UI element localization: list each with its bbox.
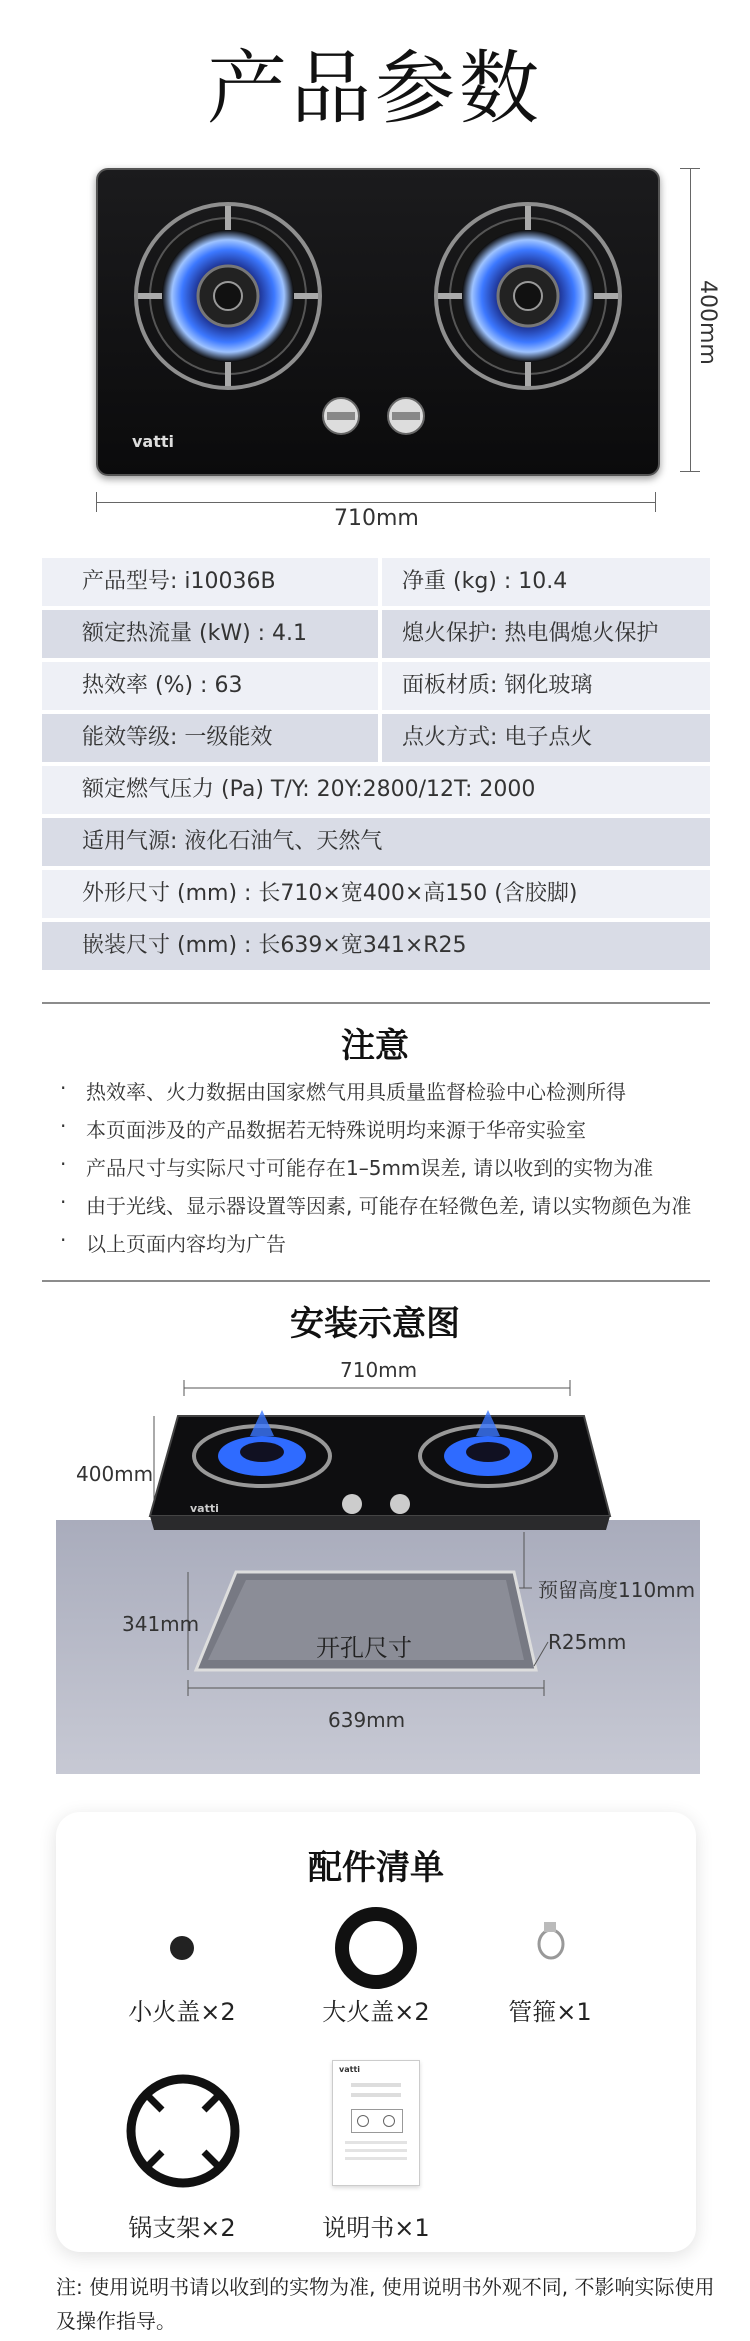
stove-illustration bbox=[98, 170, 658, 474]
table-row bbox=[42, 766, 710, 814]
spec-cell: 额定热流量 (kW) : 4.1 bbox=[42, 610, 378, 658]
manual-brand: vatti bbox=[339, 2065, 361, 2074]
brand-logo: vatti bbox=[132, 432, 175, 451]
divider bbox=[42, 1002, 710, 1004]
spec-cell: 净重 (kg) : 10.4 bbox=[382, 558, 710, 606]
accessory-label: 小火盖×2 bbox=[128, 1998, 236, 2026]
hose-clamp-icon bbox=[526, 1916, 576, 1966]
accessories-card bbox=[56, 1812, 696, 2252]
spec-cell: 熄火保护: 热电偶熄火保护 bbox=[382, 610, 710, 658]
install-height-label: 400mm bbox=[76, 1462, 154, 1486]
cut-depth-label: 341mm bbox=[122, 1612, 200, 1636]
knob-icon bbox=[323, 398, 359, 434]
notice-title: 注意 bbox=[341, 1026, 409, 1066]
right-burner-icon bbox=[436, 204, 620, 388]
height-dimension: 400mm bbox=[695, 280, 720, 365]
manual-icon bbox=[332, 2060, 420, 2186]
radius-label: R25mm bbox=[548, 1630, 627, 1654]
spec-cell: 能效等级: 一级能效 bbox=[42, 714, 378, 762]
spec-cell: 面板材质: 钢化玻璃 bbox=[382, 662, 710, 710]
spec-cell: 适用气源: 液化石油气、天然气 bbox=[42, 818, 710, 866]
table-row bbox=[42, 610, 710, 658]
stove-top-view bbox=[96, 168, 660, 476]
footnote: 注: 使用说明书请以收到的实物为准, 使用说明书外观不同, 不影响实际使用及操作指导。 bbox=[56, 2275, 715, 2333]
table-row bbox=[42, 818, 710, 866]
accessories-title: 配件清单 bbox=[308, 1848, 444, 1888]
reserve-height-label: 预留高度110mm bbox=[538, 1578, 696, 1602]
spec-cell: 热效率 (%) : 63 bbox=[42, 662, 378, 710]
knob-icon bbox=[388, 398, 424, 434]
table-row bbox=[42, 662, 710, 710]
spec-cell: 外形尺寸 (mm) : 长710×宽400×高150 (含胶脚) bbox=[42, 870, 710, 918]
spec-cell: 产品型号: i10036B bbox=[42, 558, 378, 606]
width-dimension: 710mm bbox=[334, 506, 419, 531]
spec-cell: 额定燃气压力 (Pa) T/Y: 20Y:2800/12T: 2000 bbox=[42, 766, 710, 814]
large-cap-icon bbox=[334, 1906, 418, 1990]
small-cap-icon bbox=[170, 1936, 194, 1960]
divider bbox=[42, 1280, 710, 1282]
spec-cell: 嵌装尺寸 (mm) : 长639×宽341×R25 bbox=[42, 922, 710, 970]
table-row bbox=[42, 870, 710, 918]
table-row bbox=[42, 558, 710, 606]
install-width-label: 710mm bbox=[340, 1358, 418, 1382]
accessory-label: 锅支架×2 bbox=[128, 2214, 236, 2242]
spec-cell: 点火方式: 电子点火 bbox=[382, 714, 710, 762]
left-burner-icon bbox=[136, 204, 320, 388]
cut-width-label: 639mm bbox=[328, 1708, 406, 1732]
table-row bbox=[42, 922, 710, 970]
table-row bbox=[42, 714, 710, 762]
install-title: 安装示意图 bbox=[290, 1304, 460, 1344]
accessory-label: 管箍×1 bbox=[508, 1998, 592, 2026]
cut-label: 开孔尺寸 bbox=[316, 1634, 412, 1662]
pot-support-icon bbox=[118, 2066, 248, 2196]
brand-logo: vatti bbox=[190, 1502, 219, 1515]
accessory-label: 说明书×1 bbox=[322, 2214, 430, 2242]
page-title: 产品参数 bbox=[207, 42, 543, 135]
accessory-label: 大火盖×2 bbox=[322, 1998, 430, 2026]
